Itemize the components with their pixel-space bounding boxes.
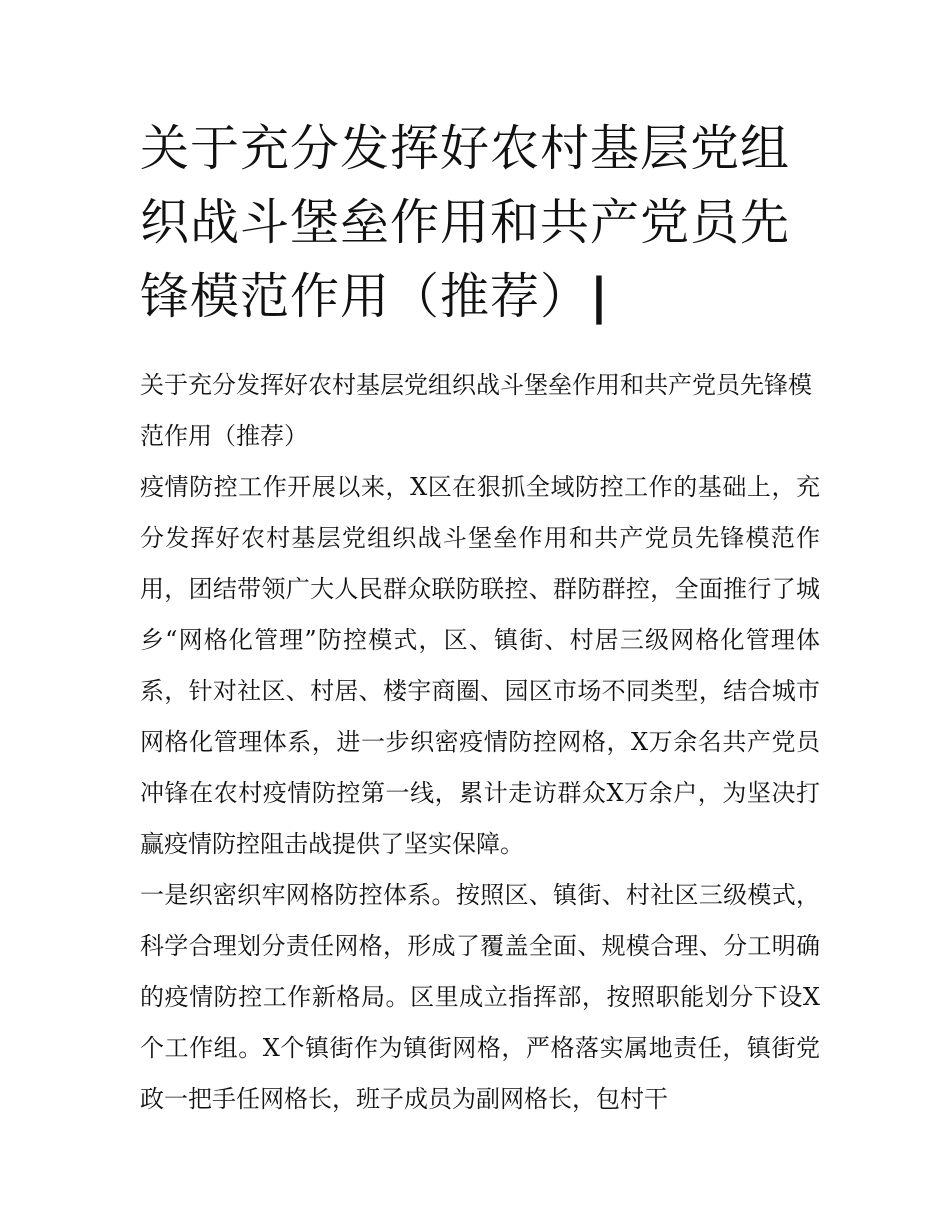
- document-subtitle: 关于充分发挥好农村基层党组织战斗堡垒作用和共产党员先锋模范作用（推荐）: [140, 371, 812, 450]
- document-page: [140, 112, 820, 1125]
- body-paragraph-intro: 疫情防控工作开展以来，X区在狠抓全域防控工作的基础上，充分发挥好农村基层党组织战斗堡垒作用和共产党员先锋模范作用，团结带领广大人民群众联防联控、群防群控，全面推行了城乡“网格化管理”防控模式，区、镇街、村居三级网格化管理体系，针对社区、村居、楼宇商圈、园区市场不同类型，结合城市网格化管理体系，进一步织密疫情防控网格，X万余名共产党员冲锋在农村疫情防控第一线，累计走访群众X万余户，为坚决打赢疫情防控阻击战提供了坚实保障。: [140, 473, 820, 858]
- body-paragraph-point-one: 一是织密织牢网格防控体系。按照区、镇街、村社区三级模式，科学合理划分责任网格，形成了覆盖全面、规模合理、分工明确的疫情防控工作新格局。区里成立指挥部，按照职能划分下设X个工作组。X个镇街作为镇街网格，严格落实属地责任，镇街党政一把手任网格长，班子成员为副网格长，包村干: [140, 881, 820, 1113]
- document-title-text: 关于充分发挥好农村基层党组织战斗堡垒作用和共产党员先锋模范作用（推荐）: [140, 120, 791, 325]
- text-cursor-mark: |: [590, 268, 609, 325]
- document-title: [140, 112, 820, 334]
